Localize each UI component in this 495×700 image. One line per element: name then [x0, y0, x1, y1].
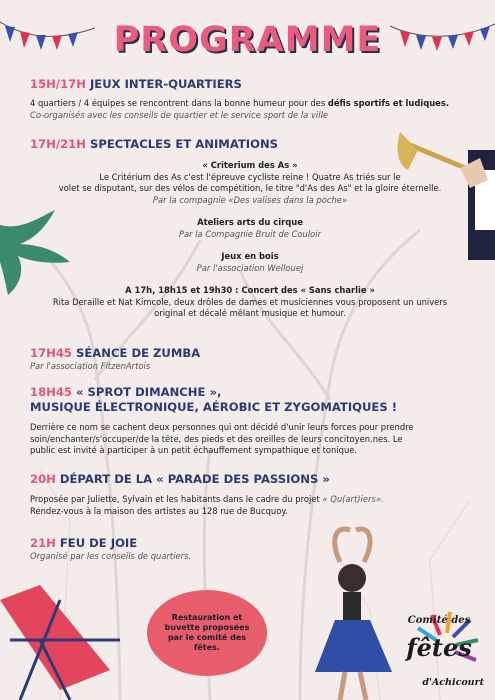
- section-title: JEUX INTER-QUARTIERS: [89, 77, 242, 91]
- section-title: SPECTACLES ET ANIMATIONS: [89, 137, 279, 151]
- badge-text: Restauration et buvette proposées par le comité des fêtes.: [164, 613, 250, 652]
- section-time: 21H: [30, 536, 56, 550]
- section-parade: [30, 472, 470, 517]
- cirque-credit: Par la Compagnie Bruit de Couloir: [178, 228, 322, 239]
- section-jeux: [30, 77, 470, 121]
- section-title-line-2: MUSIQUE ÉLECTRONIQUE, AÉROBIC ET ZYGOMATIQUES !: [30, 400, 398, 414]
- section-body: [30, 98, 470, 110]
- bois-title: Jeux en bois: [221, 251, 279, 261]
- spectacles-details: [40, 160, 460, 320]
- cirque-title: Ateliers arts du cirque: [197, 217, 303, 227]
- section-credit: Par l'association FitzenArtois: [30, 361, 151, 371]
- section-time: 17H45: [30, 346, 72, 360]
- section-time: 15H/17H: [30, 77, 86, 91]
- section-title: FEU DE JOIE: [59, 536, 138, 550]
- section-title: SÉANCE DE ZUMBA: [76, 346, 201, 360]
- section-feu: [30, 536, 470, 563]
- section-credit: Organisé par les conseils de quartiers.: [30, 551, 192, 561]
- concert-line-2: original et décalé mêlant musique et humour.: [154, 308, 346, 318]
- criterium-line-2: volet se disputant, sur des vélos de compétition, le titre "d'As des As" et la gloire éternelle.: [58, 183, 442, 193]
- logo-line-2: fêtes: [406, 633, 472, 662]
- bois-credit: Par l'association Wellouej: [196, 262, 304, 273]
- refreshments-badge: [147, 590, 267, 676]
- section-heading: [30, 346, 470, 361]
- section-heading: [30, 137, 470, 152]
- section-heading: [30, 472, 470, 487]
- section-sprot: [30, 385, 470, 457]
- section-time: 18H45: [30, 385, 72, 399]
- criterium-line-1: Le Critérium des As c'est l'épreuve cycliste reine ! Quatre As triés sur le: [99, 171, 401, 182]
- section-time: 17H/21H: [30, 137, 86, 151]
- sprot-line-2: soin/enchanter/s'occuper/de la tête, des pieds et des oreilles de leurs concitoyen.nes. Le: [30, 433, 403, 444]
- section-credit: Co-organisés avec les conseils de quartier et le service sport de la ville: [30, 109, 329, 120]
- section-time: 20H: [30, 472, 56, 486]
- text-line: Proposée par Juliette, Sylvain et les habitants dans le cadre du projet: [30, 494, 323, 504]
- text-emphasis: défis sportifs et ludiques.: [327, 98, 450, 108]
- parade-line-2: Rendez-vous à la maison des artistes au 128 rue de Bucquoy.: [30, 505, 288, 516]
- section-spectacles: [30, 137, 470, 152]
- section-heading: [30, 536, 470, 551]
- page-title: PROGRAMME: [113, 20, 382, 60]
- section-heading: [30, 385, 470, 400]
- section-zumba: [30, 346, 470, 373]
- section-title-line-1: « SPROT DIMANCHE »,: [76, 385, 222, 399]
- concert-title: A 17h, 18h15 et 19h30 : Concert des « Sans charlie »: [125, 285, 375, 295]
- text-line: 4 quartiers / 4 équipes se rencontrent dans la bonne humeur pour des: [30, 98, 328, 108]
- logo-line-1: Comité des: [407, 615, 471, 626]
- concert-line-1: Rita Deraille et Nat Kimcole, deux drôles de dames et musiciennes vous proposent un univers: [52, 296, 448, 307]
- logo-line-3: d'Achicourt: [422, 677, 484, 688]
- criterium-credit: Par la compagnie «Des valises dans la poche»: [152, 194, 348, 205]
- section-heading: [30, 77, 470, 92]
- section-title: DÉPART DE LA « PARADE DES PASSIONS »: [59, 472, 330, 486]
- sprot-line-3: public est invité à participer à un petit échauffement sympathique et tonique.: [30, 445, 358, 455]
- criterium-title: « Criterium des As »: [202, 160, 298, 170]
- sprot-line-1: Derrière ce nom se cachent deux personnes qui ont décidé d'unir leurs forces pour prendre: [30, 422, 414, 432]
- project-name: « Qu(art)iers».: [322, 494, 384, 504]
- parade-line-1: [30, 494, 470, 506]
- comite-logo: [394, 615, 484, 695]
